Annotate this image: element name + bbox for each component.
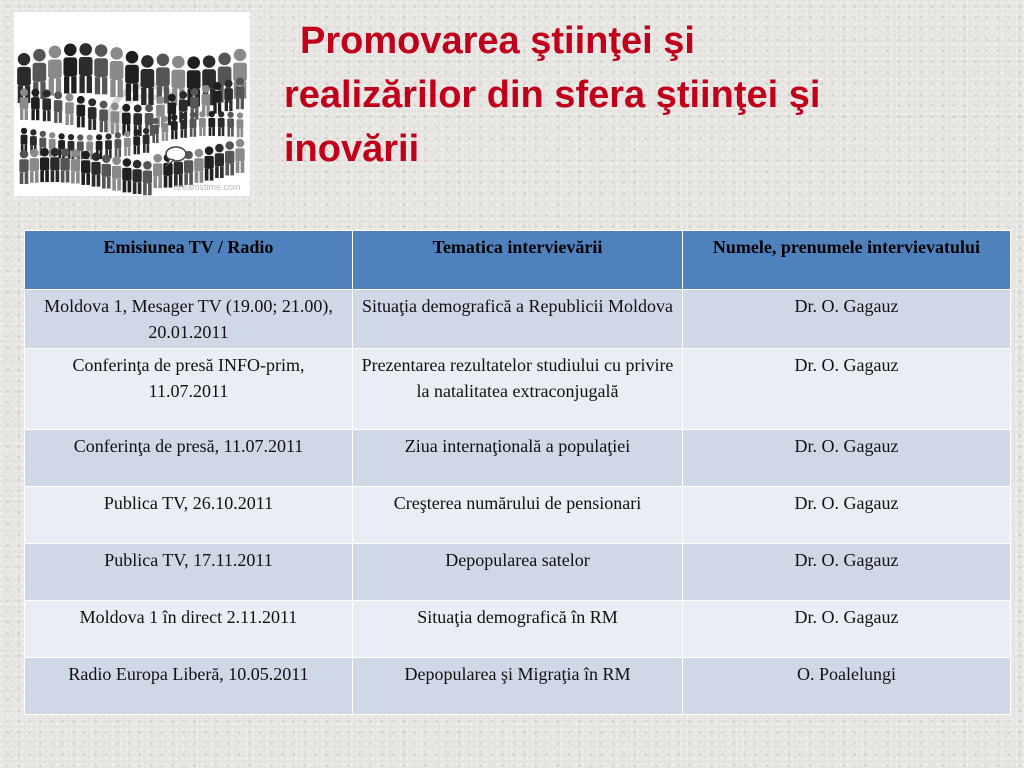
cell-broadcast: Moldova 1 în direct 2.11.2011: [25, 601, 353, 658]
cell-topic: Depopularea şi Migraţia în RM: [353, 658, 683, 715]
cell-broadcast: Moldova 1, Mesager TV (19.00; 21.00), 20.01.2011: [25, 290, 353, 349]
cell-broadcast: Radio Europa Liberă, 10.05.2011: [25, 658, 353, 715]
cell-interviewee: Dr. O. Gagauz: [683, 601, 1011, 658]
table-header-row: [25, 231, 1011, 290]
table-row: [25, 349, 1011, 430]
cell-broadcast: Conferinţa de presă, 11.07.2011: [25, 430, 353, 487]
table-row: [25, 658, 1011, 715]
interviews-table: [24, 230, 1011, 715]
cell-interviewee: Dr. O. Gagauz: [683, 544, 1011, 601]
cell-broadcast: Conferinţa de presă INFO-prim, 11.07.2011: [25, 349, 353, 430]
table-row: [25, 430, 1011, 487]
header-interviewee: Numele, prenumele intervievatului: [683, 231, 1011, 290]
cell-topic: Creşterea numărului de pensionari: [353, 487, 683, 544]
header-topic: Tematica intervievării: [353, 231, 683, 290]
table-row: [25, 487, 1011, 544]
cell-broadcast: Publica TV, 26.10.2011: [25, 487, 353, 544]
table-row: [25, 290, 1011, 349]
cell-topic: Situaţia demografică a Republicii Moldova: [353, 290, 683, 349]
cell-broadcast: Publica TV, 17.11.2011: [25, 544, 353, 601]
cell-interviewee: Dr. O. Gagauz: [683, 290, 1011, 349]
cell-topic: Prezentarea rezultatelor studiului cu privire la natalitatea extraconjugală: [353, 349, 683, 430]
cell-interviewee: Dr. O. Gagauz: [683, 349, 1011, 430]
table-row: [25, 544, 1011, 601]
watermark-text: dreamstime.com: [174, 182, 241, 192]
table-row: [25, 601, 1011, 658]
cell-interviewee: O. Poalelungi: [683, 658, 1011, 715]
header-broadcast: Emisiunea TV / Radio: [25, 231, 353, 290]
cell-interviewee: Dr. O. Gagauz: [683, 487, 1011, 544]
title-line-1: Promovarea ştiinţei şi: [300, 20, 695, 62]
people-crowd-illustration: [14, 12, 250, 196]
title-line-3: inovării: [284, 128, 420, 170]
cell-topic: Situaţia demografică în RM: [353, 601, 683, 658]
cell-topic: Depopularea satelor: [353, 544, 683, 601]
cell-topic: Ziua internaţională a populaţiei: [353, 430, 683, 487]
slide-title: [284, 14, 984, 176]
cell-interviewee: Dr. O. Gagauz: [683, 430, 1011, 487]
title-line-2: realizărilor din sfera ştiinţei şi: [284, 74, 821, 116]
